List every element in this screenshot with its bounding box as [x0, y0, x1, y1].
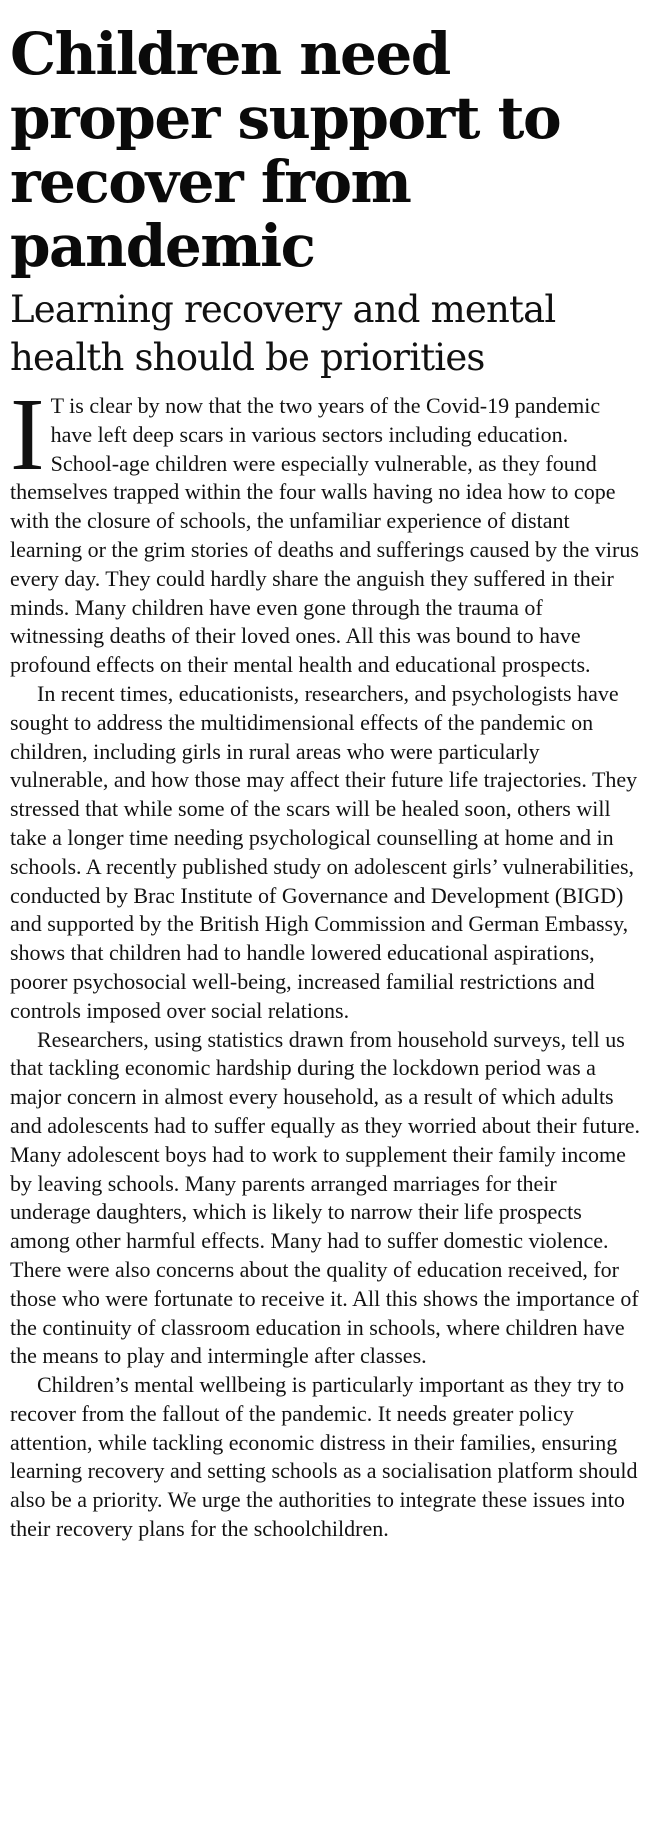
headline: Children need proper support to recover from pandemic [10, 20, 561, 280]
drop-cap: I [10, 377, 45, 492]
paragraph-1 [10, 377, 641, 680]
paragraph-2: In recent times, educationists, researchers, and psychologists have sought to address the multidimensional effects of the pandemic on children, including girls in rural areas who were particularly vulnerable, and how those may affect their future life trajectories. They stressed that while some of the scars will be healed soon, others will take a longer time needing psychological counselling at home and in schools. A recently published study on adolescent girls’ vulnerabilities, conducted by Brac Institute of Governance and Development (BIGD) and supported by the British High Commission and German Embassy, shows that children had to handle lowered educational aspirations, poorer psychosocial well-being, increased familial restrictions and controls imposed over social relations. [10, 680, 638, 1023]
paragraph-1-text: T is clear by now that the two years of the Covid-19 pandemic have left deep scars in various sectors including education. School-age children were especially vulnerable, as they found themselves trapped within the four walls having no idea how to cope with the closure of schools, the unfamiliar experience of distant learning or the grim stories of deaths and sufferings caused by the virus every day. They could hardly share the anguish they suffered in their minds. Many children have even gone through the trauma of witnessing deaths of their loved ones. All this was bound to have profound effects on their mental health and educational prospects. [10, 393, 639, 678]
subheadline: Learning recovery and mental health should be priorities [10, 288, 556, 379]
article-body [10, 377, 641, 1544]
paragraph-3: Researchers, using statistics drawn from household surveys, tell us that tackling economic hardship during the lockdown period was a major concern in almost every household, as a result of which adults and adolescents had to suffer equally as they worried about their future. Many adolescent boys had to work to supplement their family income by leaving schools. Many parents arranged marriages for their underage daughters, which is likely to narrow their life prospects among other harmful effects. Many had to suffer domestic violence. There were also concerns about the quality of education received, for those who were fortunate to receive it. All this shows the importance of the continuity of classroom education in schools, where children have the means to play and intermingle after classes. [10, 1026, 641, 1369]
paragraph-4: Children’s mental wellbeing is particularly important as they try to recover from the fallout of the pandemic. It needs greater policy attention, while tackling economic distress in their families, ensuring learning recovery and setting schools as a socialisation platform should also be a priority. We urge the authorities to integrate these issues into their recovery plans for the schoolchildren. [10, 1372, 638, 1542]
